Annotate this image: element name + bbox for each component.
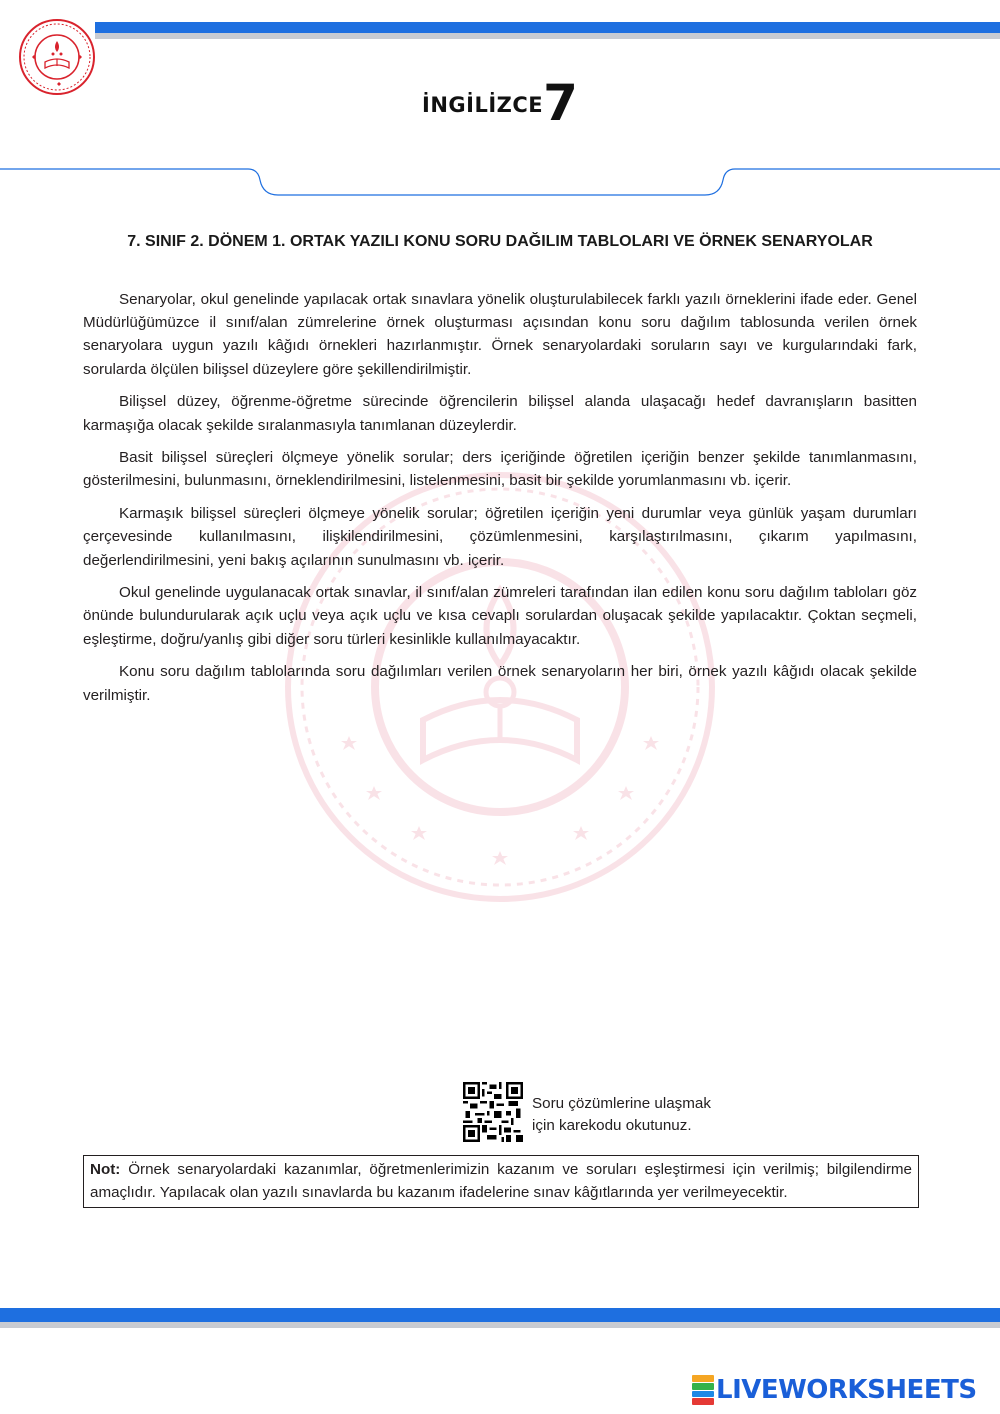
qr-caption [532, 1093, 762, 1137]
note-box [83, 1155, 919, 1208]
liveworksheets-brand: LIVEWORKSHEETS [716, 1375, 977, 1405]
paragraph: Konu soru dağılım tablolarında soru dağılımları verilen örnek senaryoların her biri, örnek yazılı kâğıdı olacak şekilde verilmiştir. [83, 663, 917, 704]
subject-name: İNGİLİZCE [422, 93, 544, 117]
body-text [83, 288, 917, 716]
qr-caption-line: Soru çözümlerine ulaşmak [532, 1095, 711, 1112]
bottom-gray-bar [0, 1322, 1000, 1328]
qr-caption-line: için karekodu okutunuz. [532, 1117, 692, 1134]
qr-code-icon[interactable] [463, 1082, 523, 1142]
paragraph: Okul genelinde uygulanacak ortak sınavlar, il sınıf/alan zümreleri tarafından ilan edilen konu soru dağılım tabloları göz önünde bulundurularak açık uçlu veya açık uçlu ve kısa cevaplı sorulardan oluşacak şekilde yapılacaktır. Çoktan seçmeli, eşleştirme, doğru/yanlış gibi diğer soru türleri kesinlikle kullanılmayacaktır. [83, 584, 917, 648]
liveworksheets-logo[interactable] [692, 1372, 977, 1408]
document-title: 7. SINIF 2. DÖNEM 1. ORTAK YAZILI KONU SORU DAĞILIM TABLOLARI VE ÖRNEK SENARYOLAR [127, 233, 873, 250]
bottom-blue-bar [0, 1308, 1000, 1322]
paragraph: Basit bilişsel süreçleri ölçmeye yönelik sorular; ders içeriğinde öğretilen içeriğin benzer şekilde tanımlanmasını, gösterilmesini, bulunmasını, örneklendirilmesini, listelenmesini, basit bir şekilde yorumlanmasını vb. içerir. [83, 449, 917, 490]
paragraph: Bilişsel düzey, öğrenme-öğretme sürecinde öğrencilerin bilişsel alanda ulaşacağı hedef davranışların basitten karmaşığa olacak şekilde sıralanmasıyla tanımlanan düzeylerdir. [83, 393, 917, 434]
header-divider [0, 168, 1000, 200]
note-label: Not: [90, 1161, 121, 1178]
top-blue-bar [95, 22, 1000, 33]
liveworksheets-icon [692, 1375, 714, 1405]
paragraph: Karmaşık bilişsel süreçleri ölçmeye yönelik sorular; öğretilen içeriğin yeni durumlar veya günlük yaşam durumları çerçevesinde kullanılmasını, ilişkilendirilmesini, çözümlenmesini, karşılaştırılmasını, çıkarım yapılmasını, değerlendirilmesini, yeni bakış açılarının sunulmasını vb. içerir. [83, 505, 917, 569]
grade-number: 7 [543, 74, 578, 132]
paragraph: Senaryolar, okul genelinde yapılacak ortak sınavlara yönelik oluşturulabilecek farklı yazılı örneklerini ifade eder. Genel Müdürlüğümüzce il sınıf/alan zümrelerine örnek oluşturması açısından konu soru dağılım tablosunda verilen örnek senaryolara uygun yazılı kâğıdı örnekleri hazırlanmıştır. Örnek senaryolardaki soruların sayı ve kurgularındaki fark, sorularda ölçülen bilişsel düzeylere göre şekillendirilmiştir. [83, 291, 917, 378]
note-text: Örnek senaryolardaki kazanımlar, öğretmenlerimizin kazanım ve soruları eşleştirmesi için verilmiş; bilgilendirme amaçlıdır. Yapılacak olan yazılı sınavlarda bu kazanım ifadelerine sınav kâğıtlarında yer verilmeyecektir. [90, 1161, 912, 1201]
top-gray-bar [95, 33, 1000, 39]
subject-header [0, 74, 1000, 132]
